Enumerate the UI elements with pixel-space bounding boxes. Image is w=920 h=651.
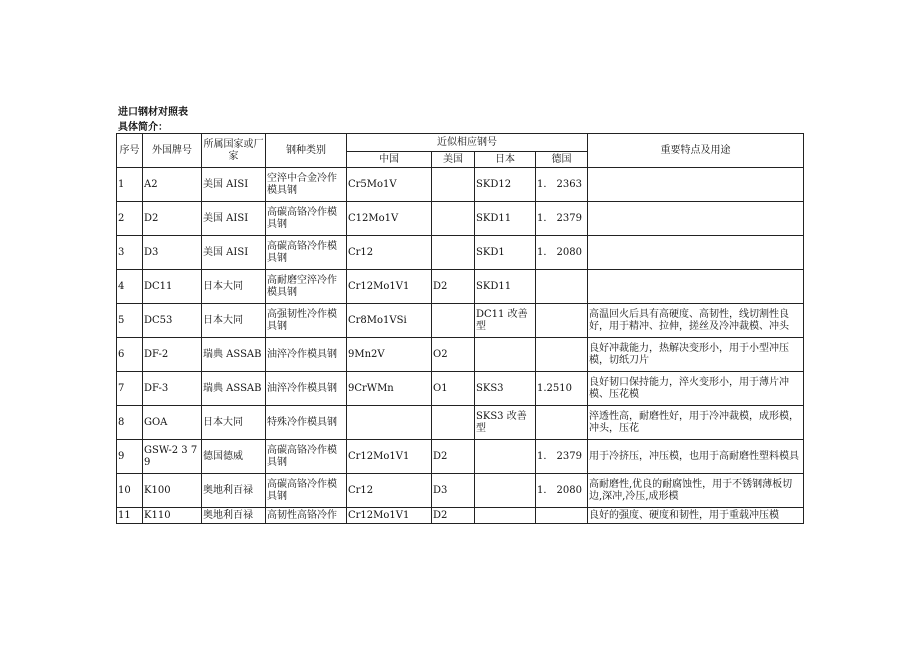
cell-grade: K110 [143,508,202,524]
cell-no: 2 [117,202,143,236]
header-features: 重要特点及用途 [588,134,804,168]
header-no: 序号 [117,134,143,168]
cell-type: 高碳高铬冷作模具钢 [266,474,347,508]
cell-country: 瑞典 ASSAB [202,338,266,372]
cell-type: 特殊冷作模具钢 [266,406,347,440]
cell-features [588,202,804,236]
cell-germany: 1． 2363 [536,168,588,202]
cell-features: 高耐磨性,优良的耐腐蚀性，用于不锈钢薄板切边,深冲,冷压,成形模 [588,474,804,508]
table-row [117,440,804,474]
cell-country: 德国德威 [202,440,266,474]
cell-germany: 1.2510 [536,372,588,406]
cell-type: 高强韧性冷作模具钢 [266,304,347,338]
cell-no: 3 [117,236,143,270]
cell-country: 美国 AISI [202,168,266,202]
cell-no: 10 [117,474,143,508]
cell-japan: SKD11 [475,202,536,236]
cell-usa [432,406,475,440]
table-row [117,474,804,508]
cell-country: 日本大同 [202,406,266,440]
cell-features [588,236,804,270]
cell-japan: DC11 改善型 [475,304,536,338]
cell-no: 11 [117,508,143,524]
cell-china: Cr8Mo1VSi [347,304,432,338]
cell-germany: 1． 2379 [536,440,588,474]
document-subtitle: 具体简介： [118,122,168,133]
cell-china: Cr12Mo1V1 [347,270,432,304]
cell-china: Cr12 [347,236,432,270]
cell-country: 美国 AISI [202,202,266,236]
table-row [117,168,804,202]
cell-type: 高韧性高铬冷作 [266,508,347,524]
cell-china: Cr12 [347,474,432,508]
cell-country: 日本大同 [202,270,266,304]
cell-no: 4 [117,270,143,304]
table-row [117,270,804,304]
cell-usa: D3 [432,474,475,508]
cell-features: 淬透性高，耐磨性好，用于冷冲裁模，成形模，冲头，压花 [588,406,804,440]
cell-japan: SKD12 [475,168,536,202]
table-row [117,406,804,440]
cell-usa: D2 [432,440,475,474]
cell-type: 油淬冷作模具钢 [266,338,347,372]
cell-features: 良好的强度、硬度和韧性，用于重载冲压模 [588,508,804,524]
cell-germany: 1． 2080 [536,236,588,270]
cell-no: 6 [117,338,143,372]
cell-grade: D2 [143,202,202,236]
cell-features [588,270,804,304]
table-row [117,508,804,524]
cell-type: 油淬冷作模具钢 [266,372,347,406]
steel-comparison-table [116,133,804,524]
header-usa: 美国 [432,152,475,168]
table-row [117,236,804,270]
cell-usa: O1 [432,372,475,406]
cell-type: 空淬中合金冷作模具钢 [266,168,347,202]
header-similar-grades: 近似相应钢号 [347,134,588,152]
cell-china: C12Mo1V [347,202,432,236]
header-china: 中国 [347,152,432,168]
cell-germany [536,270,588,304]
cell-grade: A2 [143,168,202,202]
cell-grade: D3 [143,236,202,270]
header-germany: 德国 [536,152,588,168]
cell-grade: GSW-2 3 7 9 [143,440,202,474]
cell-china: Cr5Mo1V [347,168,432,202]
cell-usa [432,202,475,236]
cell-china: 9CrWMn [347,372,432,406]
cell-type: 高耐磨空淬冷作模具钢 [266,270,347,304]
cell-type: 高碳高铬冷作模具钢 [266,440,347,474]
cell-usa: D2 [432,508,475,524]
cell-no: 5 [117,304,143,338]
cell-japan [475,338,536,372]
cell-features: 良好韧口保持能力，淬火变形小，用于薄片冲模、压花模 [588,372,804,406]
cell-germany [536,406,588,440]
cell-usa [432,304,475,338]
cell-no: 8 [117,406,143,440]
cell-grade: DF-2 [143,338,202,372]
cell-country: 日本大同 [202,304,266,338]
cell-grade: DC53 [143,304,202,338]
cell-no: 1 [117,168,143,202]
header-steel-type: 钢种类别 [266,134,347,168]
table-row [117,338,804,372]
cell-germany [536,304,588,338]
cell-china: 9Mn2V [347,338,432,372]
cell-japan: SKD11 [475,270,536,304]
cell-japan: SKD1 [475,236,536,270]
cell-china [347,406,432,440]
cell-no: 7 [117,372,143,406]
table-row [117,372,804,406]
cell-japan: SKS3 [475,372,536,406]
cell-grade: K100 [143,474,202,508]
cell-country: 奥地利百禄 [202,508,266,524]
cell-type: 高碳高铬冷作模具钢 [266,236,347,270]
cell-germany: 1． 2379 [536,202,588,236]
table-row [117,202,804,236]
cell-germany [536,338,588,372]
document-title: 进口钢材对照表 [118,107,188,118]
cell-features: 高温回火后具有高硬度、高韧性，线切割性良好，用于精冲、拉伸，搓丝及冷冲裁模、冲头 [588,304,804,338]
cell-country: 美国 AISI [202,236,266,270]
cell-type: 高碳高铬冷作模具钢 [266,202,347,236]
header-row-top [117,134,804,152]
cell-no: 9 [117,440,143,474]
cell-usa [432,236,475,270]
cell-country: 瑞典 ASSAB [202,372,266,406]
cell-usa: O2 [432,338,475,372]
cell-japan [475,508,536,524]
cell-china: Cr12Mo1V1 [347,440,432,474]
cell-features: 用于冷挤压，冲压模，也用于高耐磨性塑料模具 [588,440,804,474]
cell-grade: DC11 [143,270,202,304]
cell-germany [536,508,588,524]
cell-features: 良好冲裁能力，热解决变形小，用于小型冲压模，切纸刀片 [588,338,804,372]
cell-germany: 1． 2080 [536,474,588,508]
table-row [117,304,804,338]
cell-features [588,168,804,202]
cell-usa: D2 [432,270,475,304]
cell-grade: GOA [143,406,202,440]
cell-usa [432,168,475,202]
cell-japan [475,440,536,474]
cell-japan [475,474,536,508]
header-foreign-grade: 外国牌号 [143,134,202,168]
header-japan: 日本 [475,152,536,168]
cell-japan: SKS3 改善型 [475,406,536,440]
cell-china: Cr12Mo1V1 [347,508,432,524]
cell-country: 奥地利百禄 [202,474,266,508]
header-country: 所属国家或厂家 [202,134,266,168]
cell-grade: DF-3 [143,372,202,406]
